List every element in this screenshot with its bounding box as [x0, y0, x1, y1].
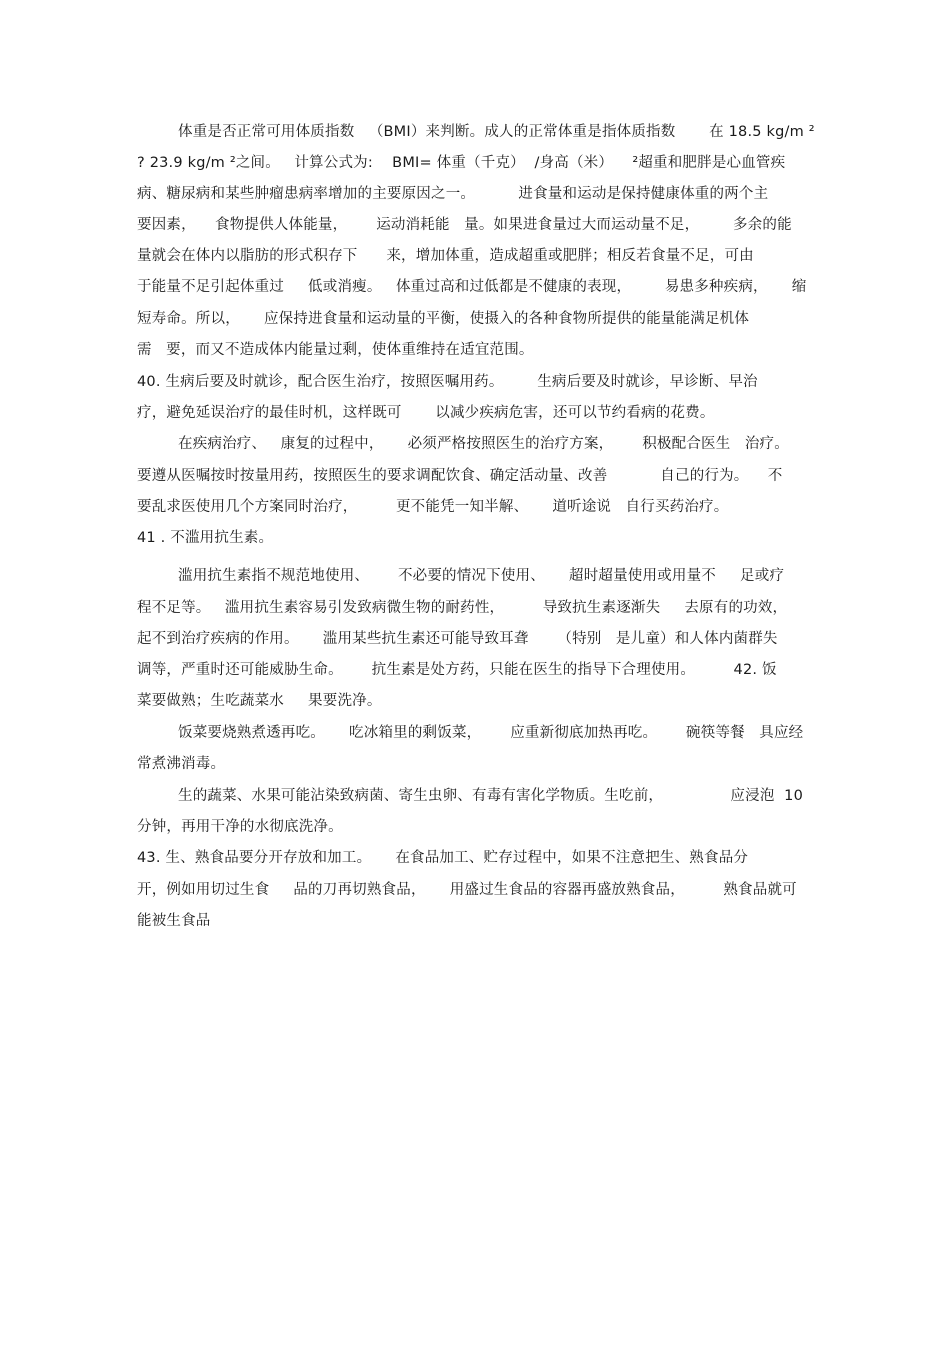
text-line: 体重是否正常可用体质指数 （BMI）来判断。成人的正常体重是指体质指数 在 18.5 kg/m ² — [178, 124, 815, 140]
text-line: ? 23.9 kg/m ²之间。 计算公式为: BMI= 体重（千克） /身高（米） ²超重和肥胖是心血管疾 — [137, 155, 786, 171]
text-line: 常煮沸消毒。 — [137, 756, 226, 772]
text-line: 生的蔬菜、水果可能沾染致病菌、寄生虫卵、有毒有害化学物质。生吃前， 应浸泡 10 — [178, 788, 803, 804]
text-line: 菜要做熟；生吃蔬菜水 果要洗净。 — [137, 693, 382, 709]
text-line: 要因素， 食物提供人体能量， 运动消耗能 量。如果进食量过大而运动量不足， 多余的能 — [137, 217, 792, 233]
text-line: 程不足等。 滥用抗生素容易引发致病微生物的耐药性， 导致抗生素逐渐失 去原有的功效， — [137, 600, 788, 616]
text-line: 要乱求医使用几个方案同时治疗， 更不能凭一知半解、 道听途说 自行买药治疗。 — [137, 499, 729, 515]
text-line: 短寿命。所以， 应保持进食量和运动量的平衡，使摄入的各种食物所提供的能量能满足机体 — [137, 311, 750, 327]
text-line: 滥用抗生素指不规范地使用、 不必要的情况下使用、 超时超量使用或用量不 足或疗 — [178, 568, 785, 584]
text-line: 疗，避免延误治疗的最佳时机，这样既可 以减少疾病危害，还可以节约看病的花费。 — [137, 405, 715, 421]
text-line: 调等，严重时还可能威胁生命。 抗生素是处方药，只能在医生的指导下合理使用。 42. 饭 — [137, 662, 777, 678]
section-heading-40: 40. 生病后要及时就诊，配合医生治疗，按照医嘱用药。 生病后要及时就诊，早诊断、早治 — [137, 374, 758, 390]
section-heading-41: 41 . 不滥用抗生素。 — [137, 530, 274, 546]
text-line: 起不到治疗疾病的作用。 滥用某些抗生素还可能导致耳聋 （特别 是儿童）和人体内菌群失 — [137, 631, 778, 647]
text-line: 量就会在体内以脂肪的形式积存下 来，增加体重，造成超重或肥胖；相反若食量不足，可由 — [137, 248, 754, 264]
text-line: 分钟，再用干净的水彻底洗净。 — [137, 819, 343, 835]
text-line: 开，例如用切过生食 品的刀再切熟食品， 用盛过生食品的容器再盛放熟食品， 熟食品就可 — [137, 882, 797, 898]
text-line: 于能量不足引起体重过 低或消瘦。 体重过高和过低都是不健康的表现， 易患多种疾病， 缩 — [137, 279, 807, 295]
text-line: 能被生食品 — [137, 913, 211, 929]
section-heading-43: 43. 生、熟食品要分开存放和加工。 在食品加工、贮存过程中，如果不注意把生、熟食品分 — [137, 850, 749, 866]
text-line: 在疾病治疗、 康复的过程中， 必须严格按照医生的治疗方案， 积极配合医生 治疗。 — [178, 436, 789, 452]
text-line: 要遵从医嘱按时按量用药，按照医生的要求调配饮食、确定活动量、改善 自己的行为。 不 — [137, 468, 783, 484]
text-line: 饭菜要烧熟煮透再吃。 吃冰箱里的剩饭菜， 应重新彻底加热再吃。 碗筷等餐 具应经 — [178, 725, 804, 741]
text-line: 需 要，而又不造成体内能量过剩，使体重维持在适宜范围。 — [137, 342, 534, 358]
text-line: 病、糖尿病和某些肿瘤患病率增加的主要原因之一。 进食量和运动是保持健康体重的两个主 — [137, 186, 769, 202]
